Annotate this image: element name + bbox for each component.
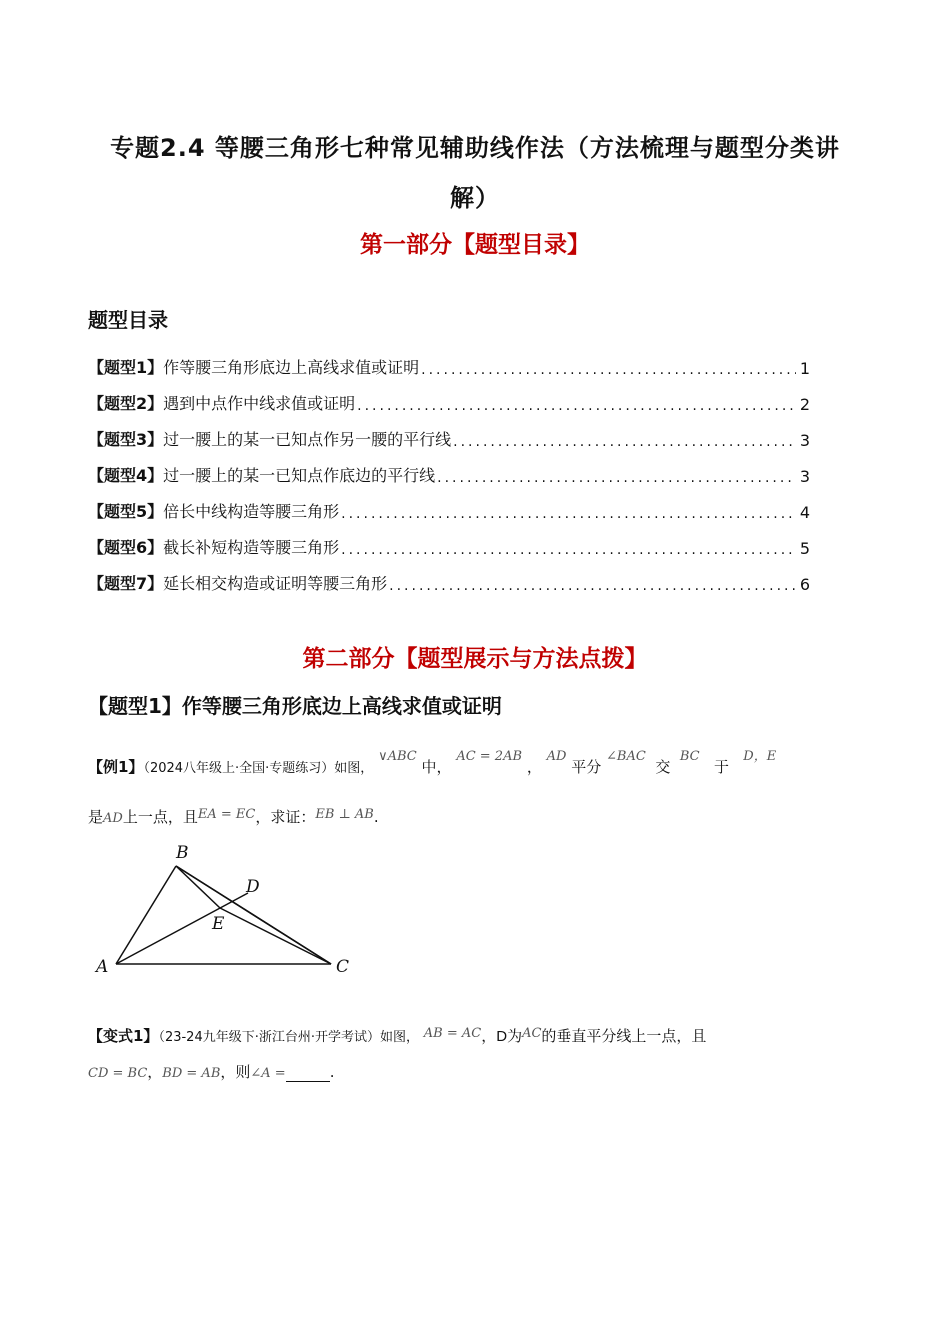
label-c: C — [336, 957, 350, 977]
toc-leader-dots — [419, 362, 796, 378]
text-comma: ， — [526, 758, 542, 776]
segment-ec — [220, 908, 331, 964]
toc-item-page: 3 — [799, 467, 810, 486]
math-angle-a: ∠A = — [250, 1066, 286, 1081]
toc-item-page: 4 — [799, 503, 810, 522]
toc-title: 题型目录 — [88, 308, 168, 332]
math-cd-eq-bc: CD = BC — [88, 1066, 148, 1081]
text-qiuzheng: ，求证： — [255, 808, 316, 826]
triangle-figure — [90, 838, 370, 988]
toc-item-text: 倍长中线构造等腰三角形 — [163, 502, 340, 521]
text-zhong: 中， — [421, 758, 452, 776]
toc-leader-dots — [355, 398, 796, 414]
toc-item-5[interactable] — [88, 498, 810, 522]
segment-ad — [116, 893, 248, 964]
toc-item-2[interactable] — [88, 390, 810, 414]
math-ad: AD — [546, 749, 567, 764]
toc-item-page: 3 — [799, 431, 810, 450]
math-ac: AC — [522, 1026, 542, 1041]
text-pingfen: 平分 — [571, 758, 602, 776]
variant1-line1 — [88, 1025, 706, 1046]
math-ea-eq-ec: EA = EC — [197, 807, 256, 822]
label-d: D — [246, 877, 260, 897]
variant1-label: 【变式1】 — [88, 1027, 159, 1045]
toc-item-page: 1 — [799, 359, 810, 378]
toc-item-page: 2 — [799, 395, 810, 414]
toc-item-text: 过一腰上的某一已知点作底边的平行线 — [163, 466, 436, 485]
toc-item-label: 【题型5】 — [88, 502, 164, 521]
text-d: D — [496, 1028, 508, 1045]
segment-be — [176, 866, 220, 908]
toc-item-text: 遇到中点作中线求值或证明 — [163, 394, 356, 413]
toc-item-text: 截长补短构造等腰三角形 — [163, 538, 340, 557]
text-yu: 于 — [713, 758, 729, 776]
toc-item-6[interactable] — [88, 534, 810, 558]
part1-heading: 第一部分【题型目录】 — [360, 232, 590, 258]
toc-item-label: 【题型4】 — [88, 466, 164, 485]
text-period: . — [329, 1063, 335, 1081]
math-ad: AD — [103, 811, 123, 826]
math-bd-eq-ab: BD = AB — [162, 1066, 221, 1081]
type1-heading: 【题型1】作等腰三角形底边上高线求值或证明 — [88, 694, 502, 718]
text-shang-yi-dian: 上一点，且 — [122, 808, 198, 826]
label-a: A — [96, 957, 109, 977]
toc-item-label: 【题型6】 — [88, 538, 164, 557]
segment-ab — [116, 866, 176, 964]
text-comma: ， — [147, 1063, 163, 1081]
toc-item-text: 作等腰三角形底边上高线求值或证明 — [163, 358, 420, 377]
document-title-line1: 专题2.4 等腰三角形七种常见辅助线作法（方法梳理与题型分类讲 — [110, 134, 840, 162]
text-jiao: 交 — [655, 758, 671, 776]
text-chuizhi: 的垂直平分线上一点，且 — [541, 1027, 707, 1045]
document-title-line2: 解） — [450, 184, 500, 212]
example1-label: 【例1】 — [88, 758, 144, 776]
text-period: . — [373, 808, 379, 826]
math-angle-bac: ∠BAC — [606, 749, 646, 764]
toc-item-label: 【题型1】 — [88, 358, 164, 377]
toc-item-page: 5 — [799, 539, 810, 558]
variant1-source: （23-24九年级下·浙江台州·开学考试）如图， — [158, 1030, 419, 1045]
variant1-line2 — [88, 1061, 334, 1082]
example1-source: （2024八年级上·全国·专题练习）如图， — [143, 761, 374, 776]
text-wei: 为 — [507, 1027, 523, 1045]
toc-item-label: 【题型3】 — [88, 430, 164, 449]
toc-item-label: 【题型7】 — [88, 574, 164, 593]
answer-blank[interactable] — [286, 1067, 330, 1082]
toc-leader-dots — [451, 434, 796, 450]
part2-heading: 第二部分【题型展示与方法点拨】 — [302, 646, 648, 672]
toc-item-3[interactable] — [88, 426, 810, 450]
example1-line1 — [88, 749, 777, 777]
math-ab-eq-ac: AB = AC — [423, 1026, 482, 1041]
toc-leader-dots — [339, 506, 796, 522]
text-ze: ，则 — [220, 1063, 251, 1081]
math-eb-perp-ab: EB ⊥ AB — [315, 807, 374, 822]
toc-item-page: 6 — [799, 575, 810, 594]
math-bc: BC — [679, 749, 700, 764]
math-triangle-abc: ∨ABC — [378, 749, 417, 764]
math-ac-eq-2ab: AC = 2AB — [456, 749, 523, 764]
toc-item-text: 过一腰上的某一已知点作另一腰的平行线 — [163, 430, 452, 449]
text-comma: ， — [481, 1027, 497, 1045]
text-shi: 是 — [88, 808, 104, 826]
math-d-e: D，E — [743, 749, 777, 764]
toc-item-4[interactable] — [88, 462, 810, 486]
example1-line2 — [88, 806, 379, 827]
toc-leader-dots — [435, 470, 796, 486]
label-b: B — [176, 843, 189, 863]
label-e: E — [212, 914, 225, 934]
toc-item-text: 延长相交构造或证明等腰三角形 — [163, 574, 388, 593]
toc-leader-dots — [387, 578, 796, 594]
toc-leader-dots — [339, 542, 796, 558]
toc-item-7[interactable] — [88, 570, 810, 594]
toc-item-label: 【题型2】 — [88, 394, 164, 413]
toc-item-1[interactable] — [88, 354, 810, 378]
